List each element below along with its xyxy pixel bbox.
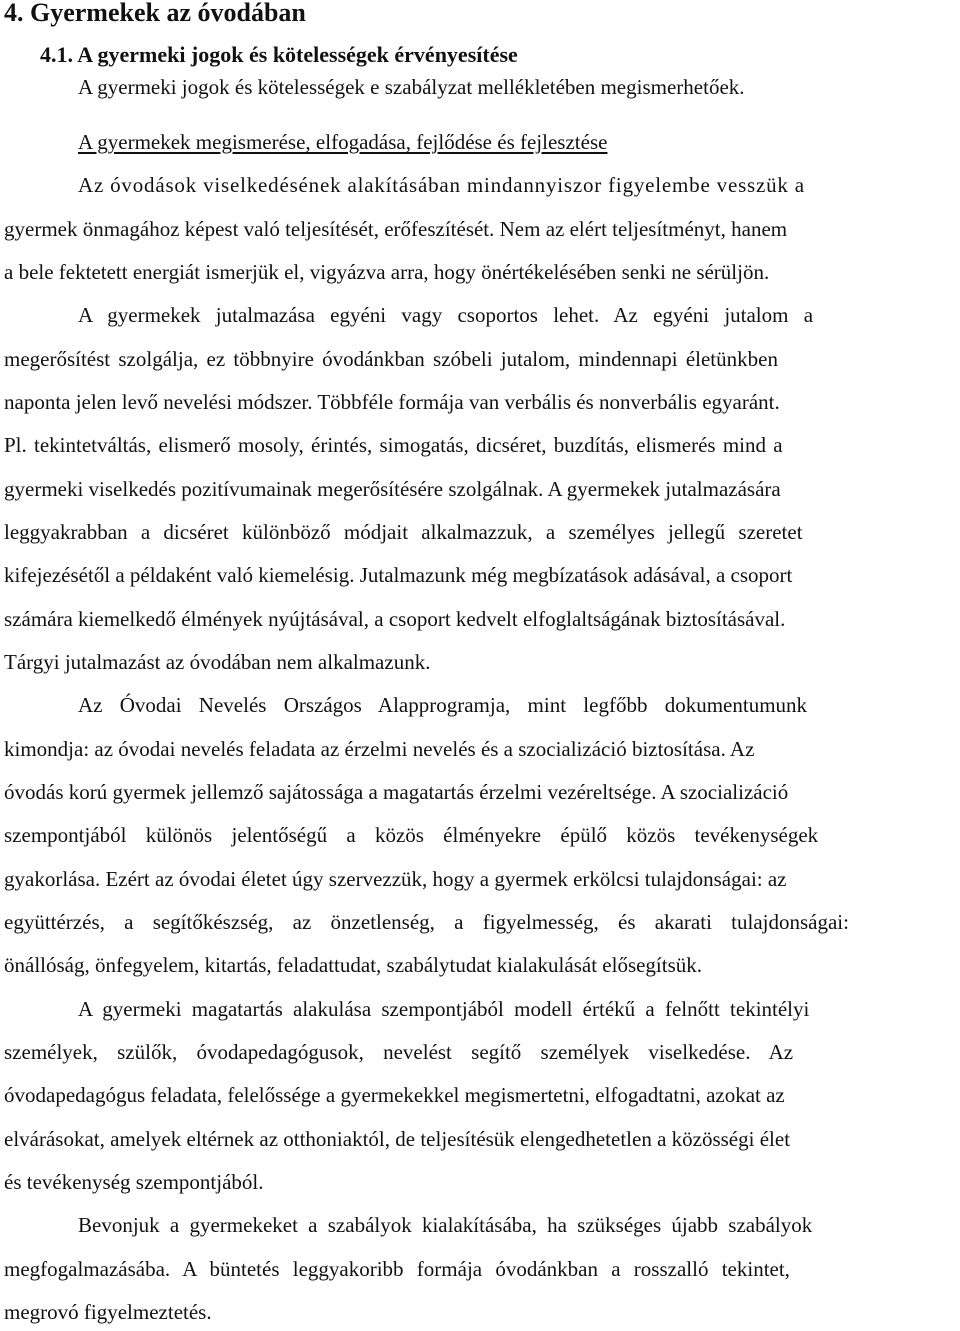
body-line: megrovó figyelmeztetés. <box>4 1300 212 1324</box>
body-line: gyermek önmagához képest való teljesítését, erőfeszítését. Nem az elért teljesítményt, hanem <box>4 217 788 241</box>
body-line: önállóság, önfegyelem, kitartás, feladattudat, szabálytudat kialakulását elősegítsük. <box>4 953 703 977</box>
body-line: kifejezésétől a példaként való kiemelésig. Jutalmazunk még megbízatások adásával, a csoport <box>4 563 793 587</box>
body-line: gyakorlása. Ezért az óvodai életet úgy szervezzük, hogy a gyermek erkölcsi tulajdonságai: az <box>4 867 787 891</box>
body-line: Tárgyi jutalmazást az óvodában nem alkalmazunk. <box>4 650 431 674</box>
body-line: személyek, szülők, óvodapedagógusok, nevelést segítő személyek viselkedése. Az <box>4 1040 794 1064</box>
body-line: és tevékenység szempontjából. <box>4 1170 264 1194</box>
body-line: Pl. tekintetváltás, elismerő mosoly, érintés, simogatás, dicséret, buzdítás, elismerés mind a <box>4 433 783 457</box>
subheading-underlined: A gyermekek megismerése, elfogadása, fejlődése és fejlesztése <box>78 130 608 154</box>
body-line: szempontjából különös jelentőségű a közös élményekre épülő közös tevékenységek <box>4 823 819 847</box>
body-line: megerősítést szolgálja, ez többnyire óvodánkban szóbeli jutalom, mindennapi életünkben <box>4 347 778 371</box>
body-line: Az Óvodai Nevelés Országos Alapprogramja, mint legfőbb dokumentumunk <box>78 693 808 717</box>
body-line: A gyermeki jogok és kötelességek e szabályzat mellékletében megismerhetőek. <box>78 75 745 99</box>
body-line: a bele fektetett energiát ismerjük el, vigyázva arra, hogy önértékelésében senki ne sérüljön. <box>4 260 770 284</box>
chapter-heading: 4. Gyermekek az óvodában <box>4 0 306 27</box>
body-line: gyermeki viselkedés pozitívumainak megerősítésére szolgálnak. A gyermekek jutalmazására <box>4 477 781 501</box>
body-line: A gyermekek jutalmazása egyéni vagy csoportos lehet. Az egyéni jutalom a <box>78 303 814 327</box>
body-line: kimondja: az óvodai nevelés feladata az érzelmi nevelés és a szocializáció biztosítása. Az <box>4 737 755 761</box>
body-line: naponta jelen levő nevelési módszer. Többféle formája van verbális és nonverbális egyaránt. <box>4 390 780 414</box>
body-line: leggyakrabban a dicséret különböző módjait alkalmazzuk, a személyes jellegű szeretet <box>4 520 803 544</box>
body-line: megfogalmazásába. A büntetés leggyakoribb formája óvodánkban a rosszalló tekintet, <box>4 1257 790 1281</box>
section-heading: 4.1. A gyermeki jogok és kötelességek érvényesítése <box>40 42 518 67</box>
body-line: A gyermeki magatartás alakulása szempontjából modell értékű a felnőtt tekintélyi <box>78 997 810 1021</box>
body-line: óvodás korú gyermek jellemző sajátossága a magatartás érzelmi vezéreltsége. A szocializáció <box>4 780 789 804</box>
body-line: számára kiemelkedő élmények nyújtásával, a csoport kedvelt elfoglaltságának biztosításával. <box>4 607 786 631</box>
body-line: együttérzés, a segítőkészség, az önzetlenség, a figyelmesség, és akarati tulajdonságai: <box>4 910 849 934</box>
body-line: óvodapedagógus feladata, felelőssége a gyermekekkel megismertetni, elfogadtatni, azokat az <box>4 1083 785 1107</box>
body-line: Bevonjuk a gyermekeket a szabályok kialakításába, ha szükséges újabb szabályok <box>78 1213 813 1237</box>
body-line: Az óvodások viselkedésének alakításában mindannyiszor figyelembe vesszük a <box>78 173 805 197</box>
body-line: elvárásokat, amelyek eltérnek az otthoniaktól, de teljesítésük elengedhetetlen a közösségi élet <box>4 1127 791 1151</box>
